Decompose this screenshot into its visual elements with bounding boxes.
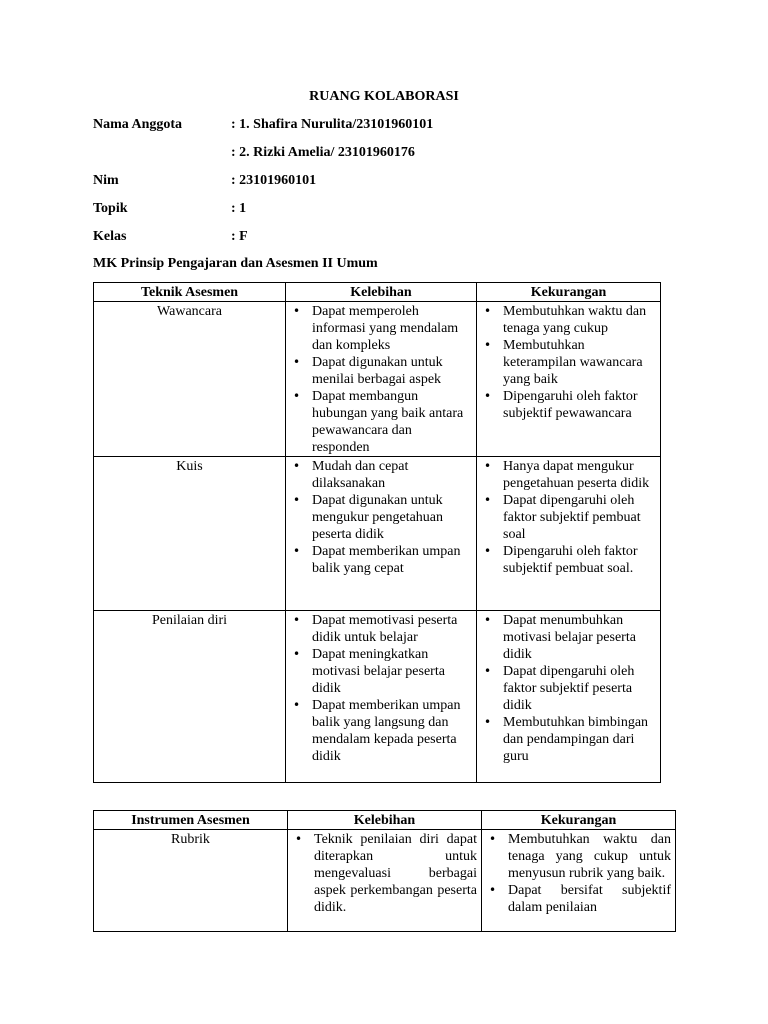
table-header-row [94,811,676,830]
technique-name: Wawancara [94,302,286,457]
technique-name: Penilaian diri [94,611,286,783]
list-item: • Dapat meningkatkan motivasi belajar peserta didik [286,646,476,697]
list-item: • Dapat memberikan umpan balik yang langsung dan mendalam kepada peserta didik [286,697,476,765]
list-item: • Dipengaruhi oleh faktor subjektif pewawancara [477,388,660,422]
list-item: • Hanya dapat mengukur pengetahuan peserta didik [477,458,660,492]
member-1: : 1. Shafira Nurulita/23101960101 [231,117,434,132]
list-item: • Dapat dipengaruhi oleh faktor subjektif pembuat soal [477,492,660,543]
table-header-row [94,283,661,302]
list-item: • Membutuhkan waktu dan tenaga yang cukup [477,303,660,337]
list-item: • Membutuhkan keterampilan wawancara yang baik [477,337,660,388]
list-item: • Teknik penilaian diri dapat diterapkan untuk mengevaluasi berbagai aspek perkembangan peserta didik. [288,831,481,916]
header-pros: Kelebihan [286,283,477,302]
member-2: : 2. Rizki Amelia/ 23101960176 [231,145,415,160]
list-item: • Dapat membangun hubungan yang baik antara pewawancara dan responden [286,388,476,456]
cons-cell [482,830,676,932]
instrument-table [93,810,676,932]
pros-cell [288,830,482,932]
topic-label: Topik [93,201,128,216]
list-item: • Dapat memotivasi peserta didik untuk belajar [286,612,476,646]
list-item: • Dipengaruhi oleh faktor subjektif pembuat soal. [477,543,660,577]
cons-cell [477,457,661,611]
class-label: Kelas [93,229,127,244]
header-cons: Kekurangan [482,811,676,830]
nim-label: Nim [93,173,119,188]
instrument-name: Rubrik [94,830,288,932]
table-row [94,302,661,457]
pros-cell [286,457,477,611]
table-row [94,611,661,783]
list-item: • Dapat digunakan untuk menilai berbagai aspek [286,354,476,388]
class-value: : F [231,229,248,244]
list-item: • Dapat menumbuhkan motivasi belajar peserta didik [477,612,660,663]
pros-cell [286,302,477,457]
table-row [94,830,676,932]
technique-name: Kuis [94,457,286,611]
header-technique: Teknik Asesmen [94,283,286,302]
header-pros: Kelebihan [288,811,482,830]
table-row [94,457,661,611]
document-title: RUANG KOLABORASI [309,89,459,104]
list-item: • Mudah dan cepat dilaksanakan [286,458,476,492]
cons-cell [477,302,661,457]
list-item: • Dapat memperoleh informasi yang mendalam dan kompleks [286,303,476,354]
cons-cell [477,611,661,783]
header-instrument: Instrumen Asesmen [94,811,288,830]
topic-value: : 1 [231,201,247,216]
technique-table [93,282,661,783]
nim-value: : 23101960101 [231,173,317,188]
list-item: • Dapat digunakan untuk mengukur pengetahuan peserta didik [286,492,476,543]
header-cons: Kekurangan [477,283,661,302]
list-item: • Dapat memberikan umpan balik yang cepat [286,543,476,577]
course-title: MK Prinsip Pengajaran dan Asesmen II Umum [93,256,378,271]
list-item: • Dapat dipengaruhi oleh faktor subjektif peserta didik [477,663,660,714]
list-item: • Membutuhkan waktu dan tenaga yang cukup untuk menyusun rubrik yang baik. [482,831,675,882]
pros-cell [286,611,477,783]
members-label: Nama Anggota [93,117,183,132]
list-item: • Membutuhkan bimbingan dan pendampingan dari guru [477,714,660,765]
list-item: • Dapat bersifat subjektif dalam penilaian [482,882,675,916]
